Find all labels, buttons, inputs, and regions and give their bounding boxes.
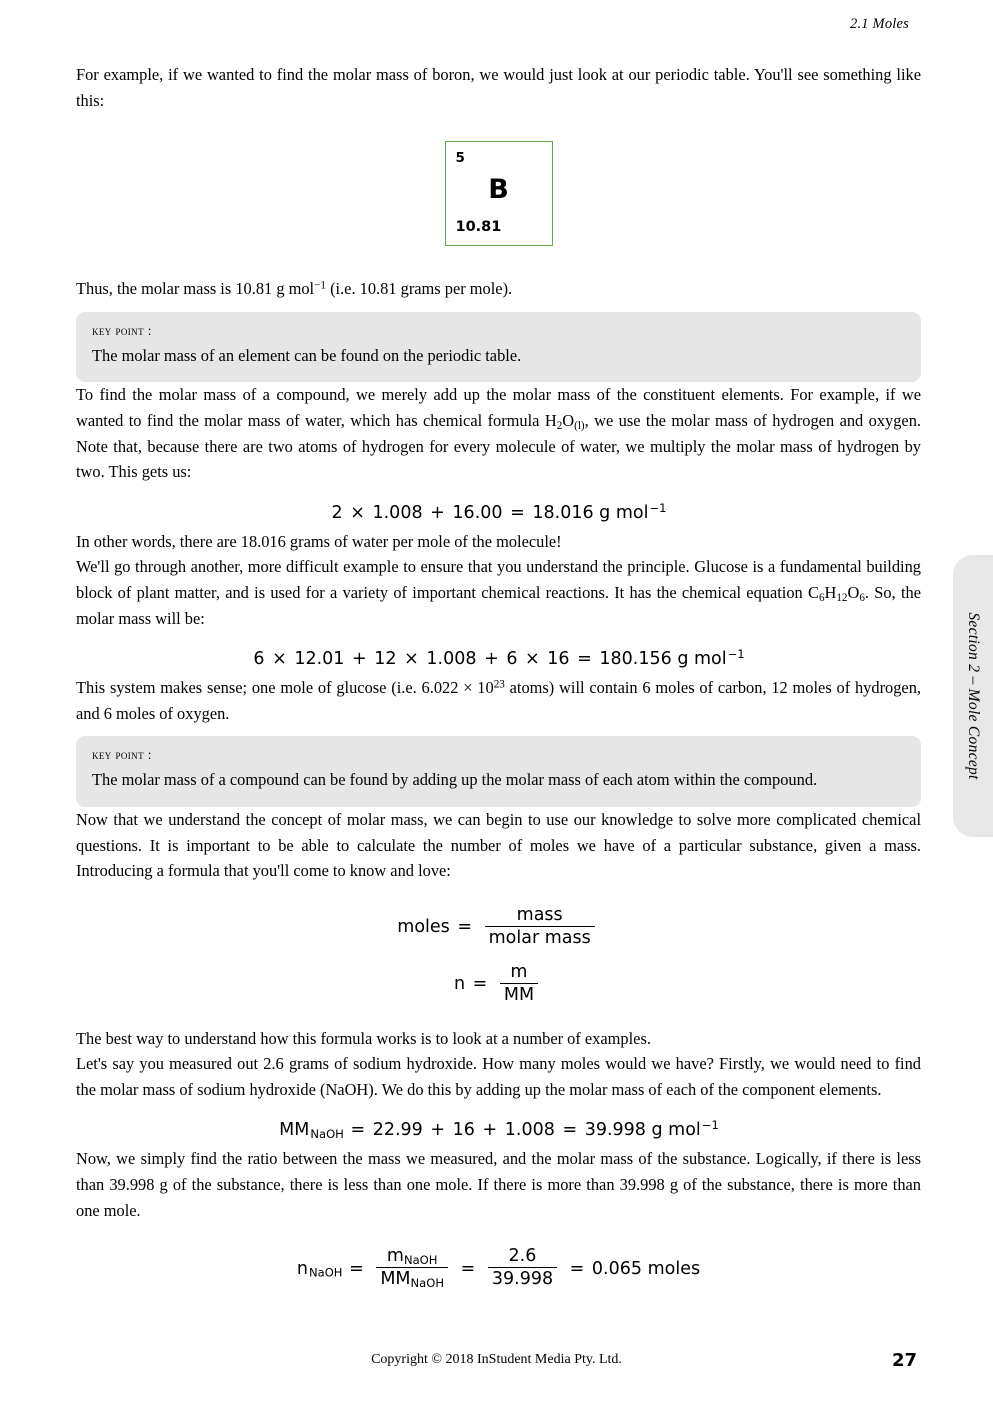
eq-lhs: MM	[279, 1120, 310, 1141]
periodic-element-figure	[76, 141, 921, 246]
text-run: We'll go through another, more difficult example to ensure that you understand the principle. Glucose is a fundamental building block of plant matter, and is used for a variety of important chemical reactions. It has the chemical equation C	[76, 557, 921, 602]
eq-term: 1.008	[504, 1120, 555, 1141]
paragraph-moles-formula-intro: Now that we understand the concept of molar mass, we can begin to use our knowledge to solve more complicated chemical questions. It is important to be able to calculate the number of moles we have of a particular substance, given a mass. Introducing a formula that you'll come to know and love:	[76, 809, 921, 881]
eq-operator-equals: =	[472, 974, 488, 995]
eq-operator-plus: +	[352, 649, 367, 670]
subscript: 12	[836, 592, 848, 605]
eq-term: 22.99	[372, 1120, 423, 1141]
fraction	[500, 962, 538, 1005]
eq-superscript: −1	[649, 500, 667, 515]
fraction	[488, 1246, 557, 1289]
subscript: 6	[859, 592, 865, 605]
eq-operator-plus: +	[484, 649, 499, 670]
eq-lhs: n	[296, 1258, 308, 1279]
eq-operator-equals: =	[350, 1120, 366, 1141]
eq-superscript: −1	[701, 1118, 719, 1133]
eq-subscript: NaOH	[403, 1253, 438, 1268]
eq-operator-equals: =	[569, 1258, 585, 1279]
copyright-notice: Copyright © 2018 InStudent Media Pty. Ltd.	[371, 1352, 622, 1367]
eq-term: m	[386, 1246, 404, 1267]
eq-operator-times: ×	[404, 649, 419, 670]
eq-operator-equals: =	[460, 1258, 476, 1279]
paragraph-molar-mass-boron	[76, 276, 921, 302]
eq-lhs: moles	[397, 917, 450, 938]
eq-operator-times: ×	[350, 502, 365, 523]
eq-subscript: NaOH	[310, 1127, 344, 1142]
text-run: , we use the molar mass of hydrogen and oxygen. Note that, because there are two atoms of hydrogen for every molecule of water, we multiply the molar mass of hydrogen by two. This gets us:	[76, 410, 921, 482]
key-point-callout-2	[76, 736, 921, 807]
fraction-numerator: 2.6	[488, 1246, 557, 1268]
fraction-denominator	[376, 1268, 448, 1289]
text-run: Thus, the molar mass is 10.81 g mol	[76, 279, 315, 299]
eq-operator-equals: =	[562, 1120, 578, 1141]
eq-term: 16	[547, 649, 570, 670]
subscript: 6	[818, 592, 825, 605]
eq-term: 6	[506, 649, 518, 670]
section-side-tab	[953, 555, 993, 837]
eq-subscript: NaOH	[309, 1265, 343, 1280]
key-point-label: key point :	[92, 322, 152, 338]
text-run: (i.e. 10.81 grams per mole).	[325, 279, 513, 299]
element-box-boron	[445, 141, 553, 246]
eq-term: 12.01	[294, 649, 345, 670]
fraction	[376, 1246, 448, 1289]
eq-operator-equals: =	[457, 917, 473, 938]
section-side-tab-label: Section 2 – Mole Concept	[965, 612, 982, 780]
eq-result: 18.016 g mol	[532, 502, 649, 523]
eq-term: 2	[331, 502, 343, 523]
key-point-callout-1	[76, 312, 921, 383]
eq-operator-times: ×	[272, 649, 287, 670]
page-content	[76, 62, 921, 1296]
moles-formula-group	[76, 906, 921, 1006]
eq-result: 180.156 g mol	[599, 649, 727, 670]
eq-term: MM	[380, 1269, 411, 1290]
element-atomic-number: 5	[455, 150, 465, 167]
eq-operator-equals: =	[510, 502, 525, 523]
equation-glucose-molar-mass	[76, 649, 921, 669]
eq-operator-times: ×	[525, 649, 540, 670]
text-run: H	[824, 582, 837, 602]
fraction	[485, 905, 595, 948]
paragraph-avogadro	[76, 675, 921, 726]
key-point-text: The molar mass of an element can be found on the periodic table.	[92, 345, 522, 365]
eq-operator-equals: =	[349, 1258, 364, 1279]
fraction-numerator	[376, 1246, 448, 1268]
eq-term: 16	[452, 1120, 475, 1141]
text-run: To find the molar mass of a compound, we merely add up the molar mass of the constituent elements. For example, if we wanted to find the molar mass of water, which has chemical formula H	[76, 385, 921, 430]
running-head: 2.1 Moles	[850, 16, 909, 32]
equation-naoh-moles	[76, 1247, 921, 1290]
page-footer	[76, 1352, 917, 1376]
eq-term: 6	[253, 649, 265, 670]
equation-naoh-molar-mass	[76, 1120, 921, 1140]
eq-term: 1.008	[372, 502, 423, 523]
subscript-state: (l)	[574, 420, 585, 433]
key-point-label: key point :	[92, 747, 152, 763]
eq-result: 0.065 moles	[591, 1258, 701, 1279]
eq-operator-equals: =	[577, 649, 592, 670]
fraction-numerator: m	[500, 962, 538, 984]
page-number: 27	[891, 1350, 917, 1371]
element-atomic-mass: 10.81	[455, 219, 502, 236]
eq-operator-plus: +	[482, 1120, 498, 1141]
subscript: 2	[556, 420, 563, 433]
element-symbol: B	[488, 174, 509, 206]
eq-superscript-exponent: 23	[493, 678, 505, 691]
eq-operator-plus: +	[430, 1120, 446, 1141]
eq-operator-plus: +	[430, 502, 445, 523]
text-run: . So, the molar mass will be:	[76, 582, 921, 628]
eq-term: 12	[374, 649, 397, 670]
paragraph-ratio-logic: Now, we simply find the ratio between the mass we measured, and the molar mass of the substance. Logically, if there is less than 39.998 g of the substance, there is less than one mole. If there is more than 39.998 g of the substance, there is more than one mole.	[76, 1149, 921, 1220]
eq-result: 39.998 g mol	[584, 1120, 701, 1141]
paragraph-glucose	[76, 554, 921, 631]
equation-moles-words	[76, 906, 921, 949]
text-run: This system makes sense; one mole of glucose (i.e. 6.022 × 10	[76, 678, 494, 698]
eq-term: 1.008	[426, 649, 477, 670]
eq-superscript: −1	[727, 647, 745, 662]
paragraph-intro: For example, if we wanted to find the molar mass of boron, we would just look at our periodic table. You'll see something like this:	[76, 65, 921, 110]
paragraph-compound-molar-mass	[76, 382, 921, 484]
fraction-numerator: mass	[485, 905, 595, 927]
eq-subscript: NaOH	[410, 1276, 445, 1291]
paragraph-water-result: In other words, there are 18.016 grams of water per mole of the molecule!	[76, 531, 562, 551]
paragraph-examples-intro: The best way to understand how this formula works is to look at a number of examples.	[76, 1028, 651, 1048]
key-point-text: The molar mass of a compound can be found by adding up the molar mass of each atom within the compound.	[92, 770, 818, 790]
fraction-denominator: MM	[503, 984, 535, 1005]
fraction-denominator: molar mass	[488, 927, 591, 948]
eq-term: 16.00	[452, 502, 503, 523]
eq-lhs: n	[453, 974, 466, 995]
text-run: O	[562, 410, 575, 430]
superscript-minus-one: −1	[314, 279, 326, 292]
paragraph-naoh-example: Let's say you measured out 2.6 grams of sodium hydroxide. How many moles would we have? Firstly, we would need to find the molar mass of sodium hydroxide (NaOH). We do this by adding up the molar mass of each of the component elements.	[76, 1054, 921, 1099]
text-run: atoms) will contain 6 moles of carbon, 12 moles of hydrogen, and 6 moles of oxygen.	[76, 678, 921, 723]
equation-water-molar-mass	[76, 500, 921, 523]
text-run: O	[847, 582, 860, 602]
fraction-denominator: 39.998	[491, 1269, 554, 1290]
equation-moles-symbols	[76, 963, 921, 1006]
